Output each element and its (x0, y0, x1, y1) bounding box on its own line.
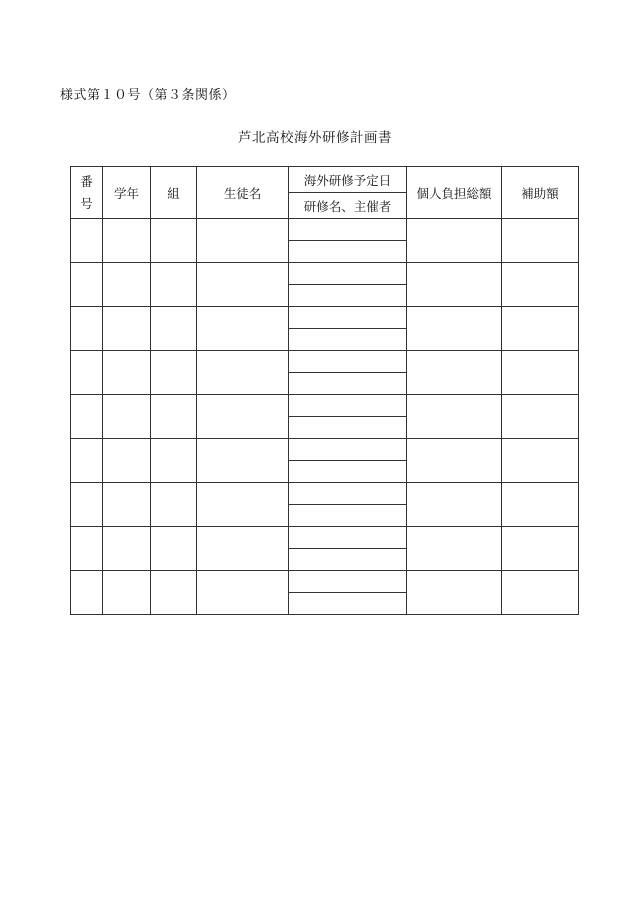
cell-class[interactable] (151, 571, 197, 615)
cell-subsidy[interactable] (502, 219, 579, 263)
cell-student-name[interactable] (197, 395, 289, 439)
cell-number[interactable] (71, 307, 103, 351)
cell-grade[interactable] (103, 307, 151, 351)
header-subsidy: 補助額 (502, 167, 579, 219)
training-plan-table (70, 166, 579, 615)
cell-personal-cost[interactable] (407, 483, 502, 527)
cell-number[interactable] (71, 263, 103, 307)
header-personal-cost: 個人負担総額 (407, 167, 502, 219)
cell-training-name-host[interactable] (289, 417, 407, 439)
cell-student-name[interactable] (197, 263, 289, 307)
cell-training-date[interactable] (289, 307, 407, 329)
cell-number[interactable] (71, 483, 103, 527)
cell-class[interactable] (151, 351, 197, 395)
form-number: 様式第１０号（第３条関係） (60, 88, 236, 103)
header-training-date: 海外研修予定日 (289, 167, 407, 193)
cell-training-name-host[interactable] (289, 505, 407, 527)
cell-subsidy[interactable] (502, 527, 579, 571)
cell-class[interactable] (151, 527, 197, 571)
cell-subsidy[interactable] (502, 307, 579, 351)
cell-training-date[interactable] (289, 439, 407, 461)
cell-number[interactable] (71, 219, 103, 263)
cell-training-name-host[interactable] (289, 241, 407, 263)
cell-number[interactable] (71, 395, 103, 439)
table-row (71, 395, 579, 417)
header-student-name: 生徒名 (197, 167, 289, 219)
table-row (71, 439, 579, 461)
table-row (71, 307, 579, 329)
cell-class[interactable] (151, 439, 197, 483)
cell-personal-cost[interactable] (407, 527, 502, 571)
table-body (71, 219, 579, 615)
cell-subsidy[interactable] (502, 439, 579, 483)
table-row (71, 527, 579, 549)
cell-training-date[interactable] (289, 483, 407, 505)
cell-number[interactable] (71, 571, 103, 615)
cell-personal-cost[interactable] (407, 439, 502, 483)
cell-training-date[interactable] (289, 395, 407, 417)
cell-training-date[interactable] (289, 263, 407, 285)
document-title: 芦北高校海外研修計画書 (238, 130, 392, 146)
header-number: 番号 (71, 167, 103, 219)
cell-student-name[interactable] (197, 351, 289, 395)
header-training-name-host: 研修名、主催者 (289, 193, 407, 219)
cell-number[interactable] (71, 439, 103, 483)
cell-personal-cost[interactable] (407, 307, 502, 351)
cell-personal-cost[interactable] (407, 263, 502, 307)
cell-personal-cost[interactable] (407, 351, 502, 395)
cell-personal-cost[interactable] (407, 395, 502, 439)
cell-class[interactable] (151, 395, 197, 439)
cell-training-date[interactable] (289, 571, 407, 593)
cell-training-name-host[interactable] (289, 373, 407, 395)
cell-student-name[interactable] (197, 219, 289, 263)
cell-grade[interactable] (103, 395, 151, 439)
table-row (71, 351, 579, 373)
header-grade: 学年 (103, 167, 151, 219)
cell-grade[interactable] (103, 527, 151, 571)
cell-training-name-host[interactable] (289, 329, 407, 351)
cell-subsidy[interactable] (502, 571, 579, 615)
cell-training-date[interactable] (289, 351, 407, 373)
cell-student-name[interactable] (197, 527, 289, 571)
cell-subsidy[interactable] (502, 351, 579, 395)
cell-subsidy[interactable] (502, 483, 579, 527)
cell-student-name[interactable] (197, 307, 289, 351)
table-row (71, 483, 579, 505)
cell-grade[interactable] (103, 571, 151, 615)
cell-grade[interactable] (103, 263, 151, 307)
cell-grade[interactable] (103, 483, 151, 527)
cell-training-date[interactable] (289, 219, 407, 241)
header-class: 組 (151, 167, 197, 219)
cell-student-name[interactable] (197, 439, 289, 483)
cell-personal-cost[interactable] (407, 571, 502, 615)
cell-training-name-host[interactable] (289, 549, 407, 571)
cell-training-date[interactable] (289, 527, 407, 549)
cell-grade[interactable] (103, 439, 151, 483)
table-header-row (71, 167, 579, 193)
cell-class[interactable] (151, 483, 197, 527)
table-row (71, 571, 579, 593)
cell-grade[interactable] (103, 219, 151, 263)
table-row (71, 263, 579, 285)
cell-class[interactable] (151, 307, 197, 351)
cell-class[interactable] (151, 263, 197, 307)
table-row (71, 219, 579, 241)
cell-training-name-host[interactable] (289, 593, 407, 615)
cell-number[interactable] (71, 527, 103, 571)
cell-subsidy[interactable] (502, 263, 579, 307)
cell-student-name[interactable] (197, 483, 289, 527)
cell-subsidy[interactable] (502, 395, 579, 439)
cell-grade[interactable] (103, 351, 151, 395)
cell-number[interactable] (71, 351, 103, 395)
cell-personal-cost[interactable] (407, 219, 502, 263)
cell-training-name-host[interactable] (289, 461, 407, 483)
cell-class[interactable] (151, 219, 197, 263)
cell-training-name-host[interactable] (289, 285, 407, 307)
cell-student-name[interactable] (197, 571, 289, 615)
